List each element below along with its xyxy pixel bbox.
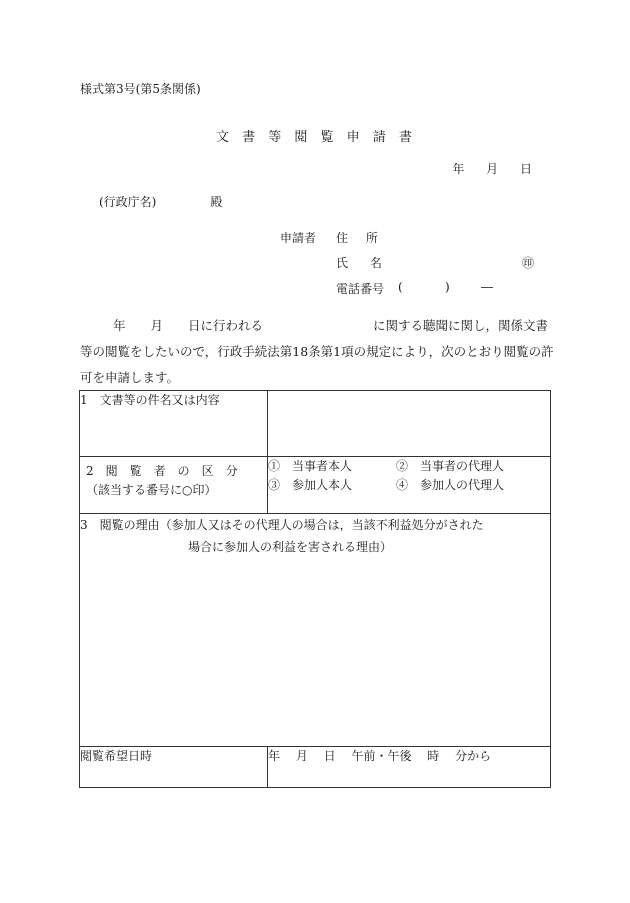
preferred-datetime-field[interactable]: 年 月 日 午前・午後 時 分から <box>268 747 551 788</box>
address-label: 住 所 <box>336 231 378 245</box>
phone-dash: ― <box>481 280 493 294</box>
applicant-label: 申請者 <box>280 231 317 245</box>
body-part1: 年 月 日に行われる <box>113 318 264 333</box>
application-table <box>79 390 551 788</box>
option-party-agent[interactable]: ② 当事者の代理人 <box>396 459 505 473</box>
phone-close-paren: ) <box>445 280 450 294</box>
subject-label: 1 文書等の件名又は内容 <box>80 391 268 457</box>
reason-label: 3 閲覧の理由（参加人又はその代理人の場合は，当該不利益処分がされた <box>80 518 484 532</box>
body-part2: に関する聴聞に関し，関係文書等の閲覧をしたいので，行政手続法第18条第1項の規定により，次のとおり閲覧の許可を申請します。 <box>80 318 554 385</box>
reason-field[interactable] <box>80 514 551 747</box>
subject-field[interactable] <box>268 391 551 457</box>
viewer-category-cell <box>80 457 268 514</box>
option-participant-agent[interactable]: ④ 参加人の代理人 <box>396 478 505 492</box>
honorific-label: 殿 <box>210 195 223 209</box>
agency-label: (行政庁名) <box>99 195 157 209</box>
table-row <box>80 514 551 747</box>
reason-label-cont: 場合に参加人の利益を害される理由） <box>188 540 393 554</box>
viewer-options <box>268 457 551 514</box>
viewer-category-label: 2 閲 覧 者 の 区 分 <box>86 464 238 478</box>
form-number: 様式第3号(第5条関係) <box>80 82 201 96</box>
table-row <box>80 457 551 514</box>
table-row <box>80 747 551 788</box>
seal-mark: ㊞ <box>522 256 535 270</box>
option-participant[interactable]: ③ 参加人本人 <box>268 478 353 492</box>
addressee <box>99 193 222 210</box>
body-paragraph <box>80 313 555 391</box>
name-label: 氏 名 <box>336 256 382 270</box>
viewer-category-note: （該当する番号に○印） <box>86 483 217 497</box>
phone-open-paren: ( <box>398 280 403 294</box>
option-party[interactable]: ① 当事者本人 <box>268 459 353 473</box>
date-line: 年 月 日 <box>452 162 532 176</box>
table-row <box>80 391 551 457</box>
page-title: 文 書 等 閲 覧 申 請 書 <box>216 130 412 145</box>
preferred-datetime-label: 閲覧希望日時 <box>80 747 268 788</box>
phone-label: 電話番号 <box>336 282 385 296</box>
